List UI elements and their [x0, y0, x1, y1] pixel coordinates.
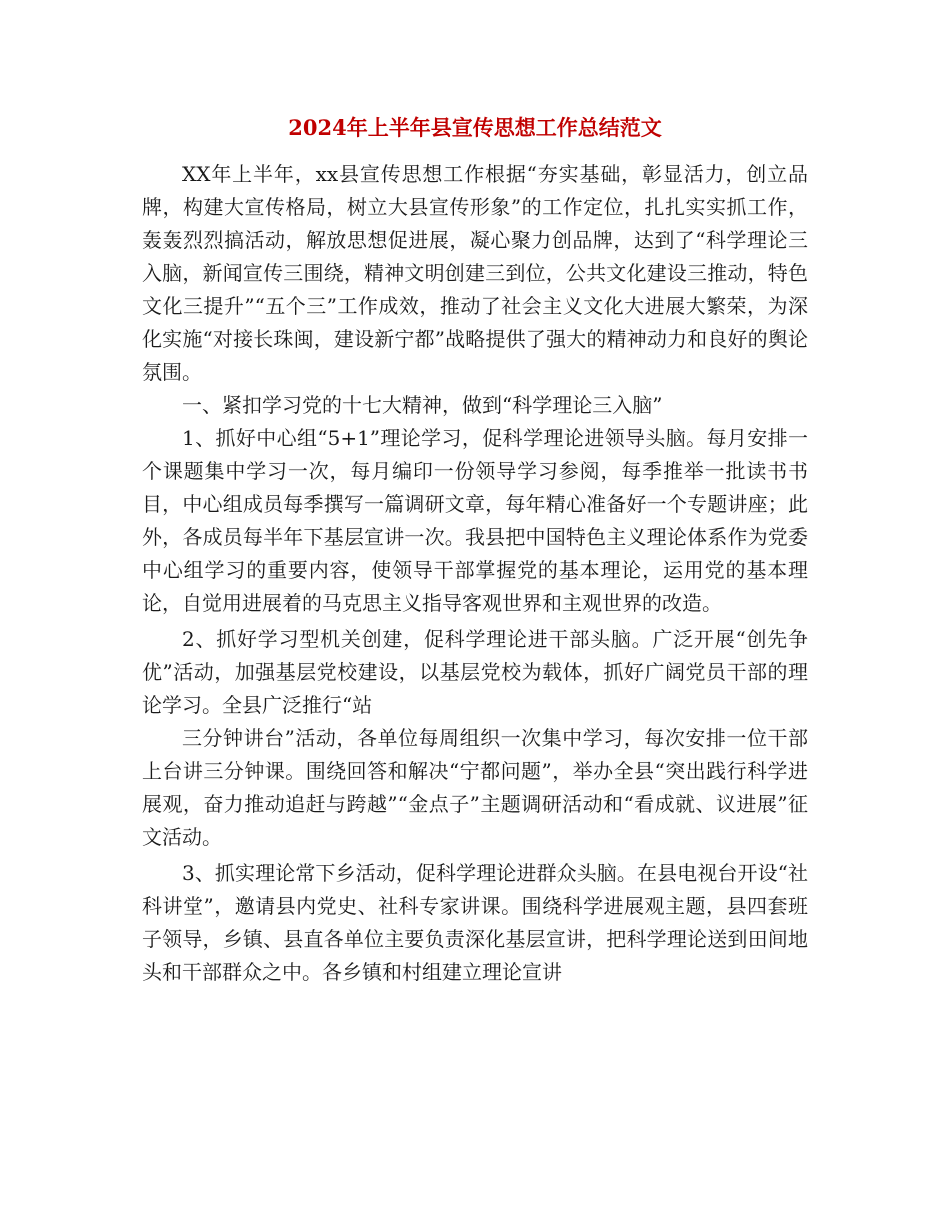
paragraph-item-2-continued: 三分钟讲台”活动，各单位每周组织一次集中学习，每次安排一位干部上台讲三分钟课。围绕回答和解决“宁都问题”，举办全县“突出践行科学进展观，奋力推动追赶与跨越”“金点子”主题调研活动和“看成就、议进展”征文活动。	[142, 726, 808, 849]
section-heading-1: 一、紧扣学习党的十七大精神，做到“科学理论三入脑”	[182, 393, 663, 417]
paragraph-item-1: 1、抓好中心组“5+1”理论学习，促科学理论进领导头脑。每月安排一个课题集中学习一次，每月编印一份领导学习参阅，每季推举一批读书书目，中心组成员每季撰写一篇调研文章，每年精心准备好一个专题讲座；此外，各成员每半年下基层宣讲一次。我县把中国特色主义理论体系作为党委中心组学习的重要内容，使领导干部掌握党的基本理论，运用党的基本理论，自觉用进展着的马克思主义指导客观世界和主观世界的改造。	[142, 426, 808, 615]
paragraph-item-3: 3、抓实理论常下乡活动，促科学理论进群众头脑。在县电视台开设“社科讲堂”，邀请县内党史、社科专家讲课。围绕科学进展观主题，县四套班子领导，乡镇、县直各单位主要负责深化基层宣讲，把科学理论送到田间地头和干部群众之中。各乡镇和村组建立理论宣讲	[142, 861, 808, 984]
paragraph-item-2: 2、抓好学习型机关创建，促科学理论进干部头脑。广泛开展“创先争优”活动，加强基层党校建设，以基层党校为载体，抓好广阔党员干部的理论学习。全县广泛推行“站	[142, 627, 808, 717]
document-title: 2024年上半年县宣传思想工作总结范文	[288, 115, 662, 140]
document-body	[142, 158, 808, 989]
paragraph-intro: XX年上半年，xx县宣传思想工作根据“夯实基础，彰显活力，创立品牌，构建大宣传格局，树立大县宣传形象”的工作定位，扎扎实实抓工作，轰轰烈烈搞活动，解放思想促进展，凝心聚力创品牌，达到了“科学理论三入脑，新闻宣传三围绕，精神文明创建三到位，公共文化建设三推动，特色文化三提升”“五个三”工作成效，推动了社会主义文化大进展大繁荣，为深化实施“对接长珠闽，建设新宁都”战略提供了强大的精神动力和良好的舆论氛围。	[142, 162, 808, 384]
